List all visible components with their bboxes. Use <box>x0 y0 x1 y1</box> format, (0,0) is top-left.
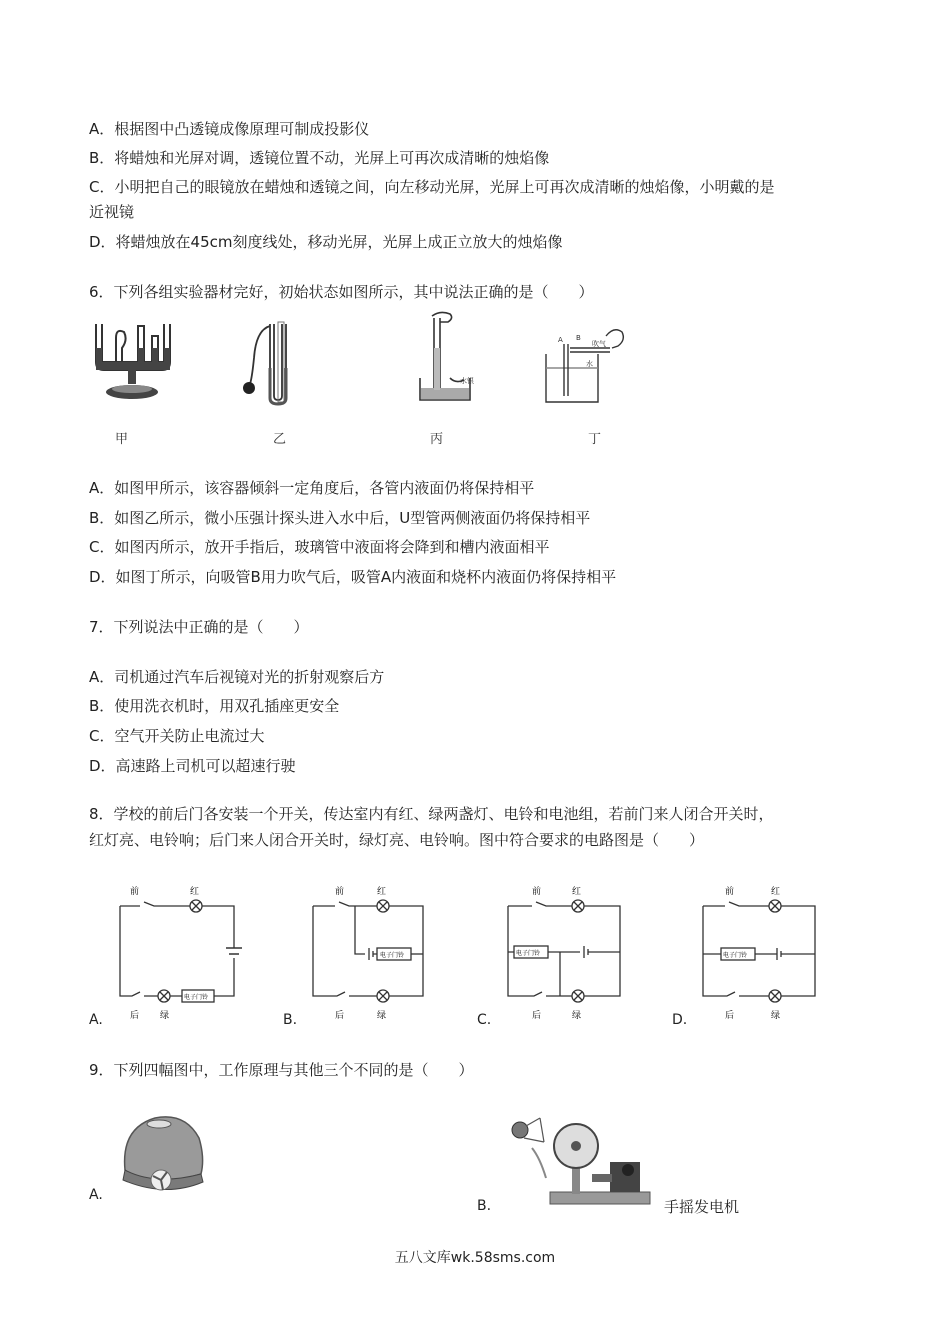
footer-watermark: 五八文库wk.58sms.com <box>394 1250 556 1266</box>
q5-option-c-line1: C．小明把自己的眼镜放在蜡烛和透镜之间，向左移动光屏，光屏上可再次成清晰的烛焰像，小明戴的是 <box>89 178 775 196</box>
label-front: 前 <box>725 887 735 897</box>
circuit-a <box>110 880 250 1025</box>
q5-option-d: D．将蜡烛放在45cm刻度线处，移动光屏，光屏上成正立放大的烛焰像 <box>89 233 563 251</box>
label-green: 绿 <box>572 1011 582 1021</box>
straw-beaker-figure <box>540 318 630 408</box>
torricelli-figure <box>410 308 480 408</box>
label-green: 绿 <box>771 1011 781 1021</box>
q6-stem: 6．下列各组实验器材完好，初始状态如图所示，其中说法正确的是（ ） <box>89 283 594 301</box>
circuit-d-label: D. <box>672 1012 688 1028</box>
blow-label: 吹气 <box>592 340 606 348</box>
label-back: 后 <box>725 1011 735 1021</box>
label-bell: 电子门铃 <box>723 952 748 959</box>
q9-option-a-label: A. <box>89 1187 103 1203</box>
tube-b-label: B <box>576 334 581 342</box>
q8-stem-line1: 8．学校的前后门各安装一个开关，传达室内有红、绿两盏灯、电铃和电池组，若前门来人闭合开关时， <box>89 805 774 823</box>
label-back: 后 <box>130 1011 140 1021</box>
label-front: 前 <box>335 887 345 897</box>
q7-option-d: D．高速路上司机可以超速行驶 <box>89 757 296 775</box>
circuit-d <box>695 880 825 1025</box>
q7-stem: 7．下列说法中正确的是（ ） <box>89 618 309 636</box>
label-front: 前 <box>130 887 140 897</box>
q5-option-b: B．将蜡烛和光屏对调，透镜位置不动，光屏上可再次成清晰的烛焰像 <box>89 149 550 167</box>
q6-caption-yi: 乙 <box>273 432 287 447</box>
q6-caption-ding: 丁 <box>588 432 602 447</box>
tube-a-label: A <box>558 336 563 344</box>
label-red: 红 <box>572 887 582 897</box>
label-back: 后 <box>335 1011 345 1021</box>
circuit-c <box>500 880 630 1025</box>
hand-crank-generator-image <box>500 1108 660 1213</box>
q9-option-b-label: B. <box>477 1198 492 1214</box>
water-label: 水 <box>586 360 593 368</box>
q7-option-b: B．使用洗衣机时，用双孔插座更安全 <box>89 697 340 715</box>
q6-caption-jia: 甲 <box>115 432 129 447</box>
label-bell: 电子门铃 <box>184 994 209 1001</box>
q6-option-d: D．如图丁所示，向吸管B用力吹气后，吸管A内液面和烧杯内液面仍将保持相平 <box>89 568 617 586</box>
connected-vessel-figure <box>88 318 178 406</box>
q7-option-a: A．司机通过汽车后视镜对光的折射观察后方 <box>89 668 385 686</box>
label-front: 前 <box>532 887 542 897</box>
label-green: 绿 <box>377 1011 387 1021</box>
circuit-b <box>305 880 435 1025</box>
circuit-b-label: B. <box>283 1012 298 1028</box>
q6-option-a: A．如图甲所示，该容器倾斜一定角度后，各管内液面仍将保持相平 <box>89 479 535 497</box>
label-bell: 电子门铃 <box>516 950 541 957</box>
q5-option-a: A．根据图中凸透镜成像原理可制成投影仪 <box>89 120 370 138</box>
q6-option-b: B．如图乙所示，微小压强计探头进入水中后，U型管两侧液面仍将保持相平 <box>89 509 591 527</box>
circuit-a-label: A. <box>89 1012 103 1028</box>
pressure-gauge-figure <box>240 318 300 408</box>
label-green: 绿 <box>160 1011 170 1021</box>
label-red: 红 <box>377 887 387 897</box>
solar-fan-cap-image <box>115 1108 210 1203</box>
label-back: 后 <box>532 1011 542 1021</box>
q8-stem-line2: 红灯亮、电铃响；后门来人闭合开关时，绿灯亮、电铃响。图中符合要求的电路图是（ ） <box>89 831 705 849</box>
q9-stem: 9．下列四幅图中，工作原理与其他三个不同的是（ ） <box>89 1061 474 1079</box>
q6-caption-bing: 丙 <box>430 432 444 447</box>
q9-option-b-caption: 手摇发电机 <box>664 1198 740 1216</box>
q5-option-c-line2: 近视镜 <box>89 203 135 221</box>
q7-option-c: C．空气开关防止电流过大 <box>89 727 265 745</box>
mercury-label: 水银 <box>460 377 474 385</box>
q6-option-c: C．如图丙所示，放开手指后，玻璃管中液面将会降到和槽内液面相平 <box>89 538 550 556</box>
circuit-c-label: C. <box>477 1012 492 1028</box>
label-red: 红 <box>771 887 781 897</box>
label-red: 红 <box>190 887 200 897</box>
label-bell: 电子门铃 <box>380 952 405 959</box>
